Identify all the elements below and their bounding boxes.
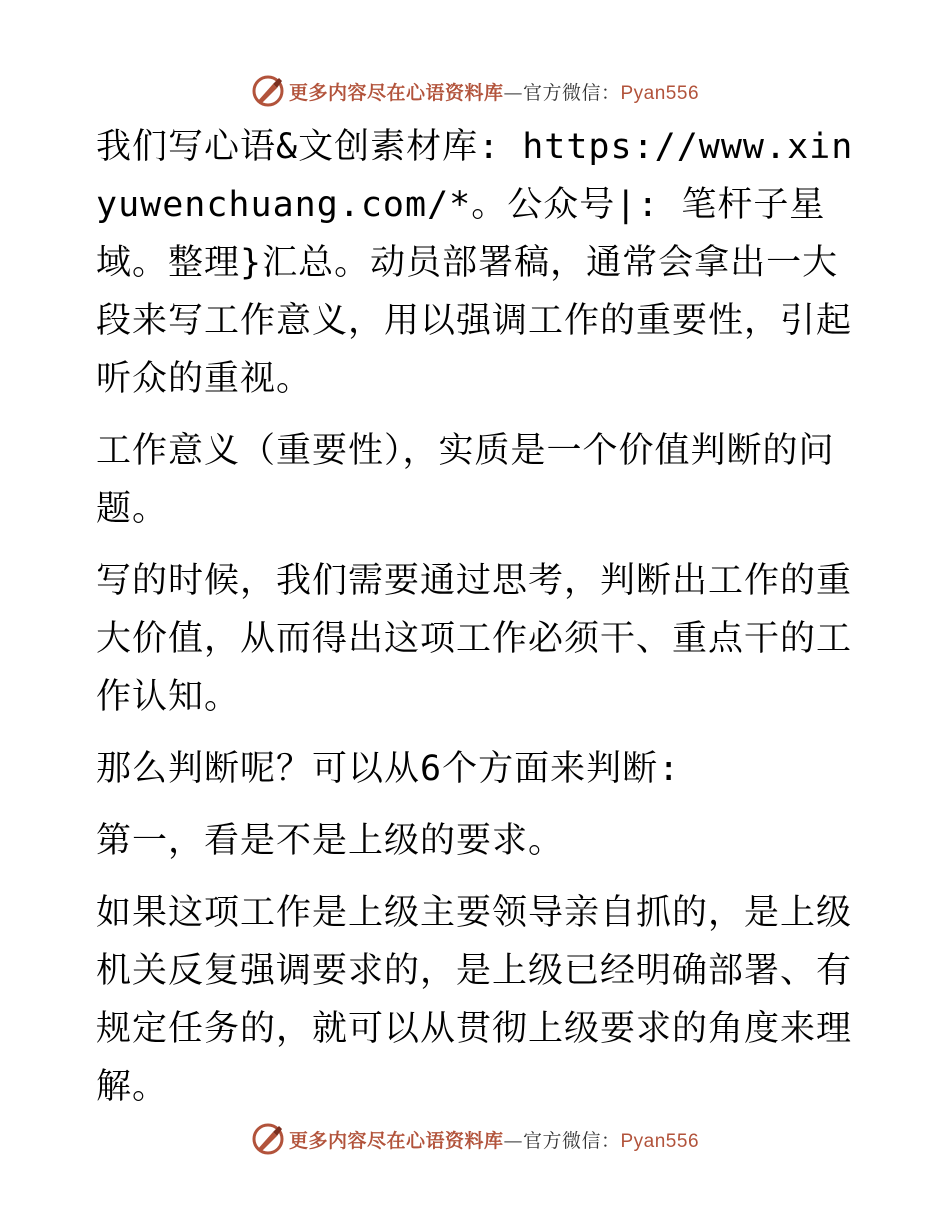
paragraph-6: 如果这项工作是上级主要领导亲自抓的，是上级机关反复强调要求的，是上级已经明确部署、有规定任务的，就可以从贯彻上级要求的角度来理解。 <box>96 893 853 1107</box>
pen-logo-icon <box>251 74 285 108</box>
banner-wechat-account: Pyan556 <box>620 82 700 104</box>
pen-logo-icon <box>251 1122 285 1156</box>
banner-wechat-label: 官方微信： <box>522 81 621 104</box>
banner-wechat-account: Pyan556 <box>620 1130 700 1152</box>
banner-main-text: 更多内容尽在心语资料库 <box>288 81 504 104</box>
banner-main-text: 更多内容尽在心语资料库 <box>288 1129 504 1152</box>
banner-dash: — <box>503 81 523 104</box>
banner-text <box>289 1126 699 1153</box>
footer-banner <box>0 1119 950 1159</box>
header-banner <box>0 71 950 111</box>
paragraph-3: 写的时候，我们需要通过思考，判断出工作的重大价值，从而得出这项工作必须干、重点干的工作认知。 <box>96 561 853 717</box>
banner-wechat-label: 官方微信： <box>522 1129 621 1152</box>
banner-dash: — <box>503 1129 523 1152</box>
paragraph-2: 工作意义（重要性），实质是一个价值判断的问题。 <box>96 431 835 529</box>
document-body <box>96 118 866 1130</box>
paragraph-5: 第一，看是不是上级的要求。 <box>96 821 565 861</box>
paragraph-1: 我们写心语&文创素材库: https://www.xinyuwenchuang.com/*。公众号|: 笔杆子星域。整理}汇总。动员部署稿，通常会拿出一大段来写工作意义，用以强调工作的重要性，引起听众的重视。 <box>96 127 854 399</box>
banner-text <box>289 78 699 105</box>
paragraph-4: 那么判断呢？可以从6个方面来判断: <box>96 749 681 789</box>
